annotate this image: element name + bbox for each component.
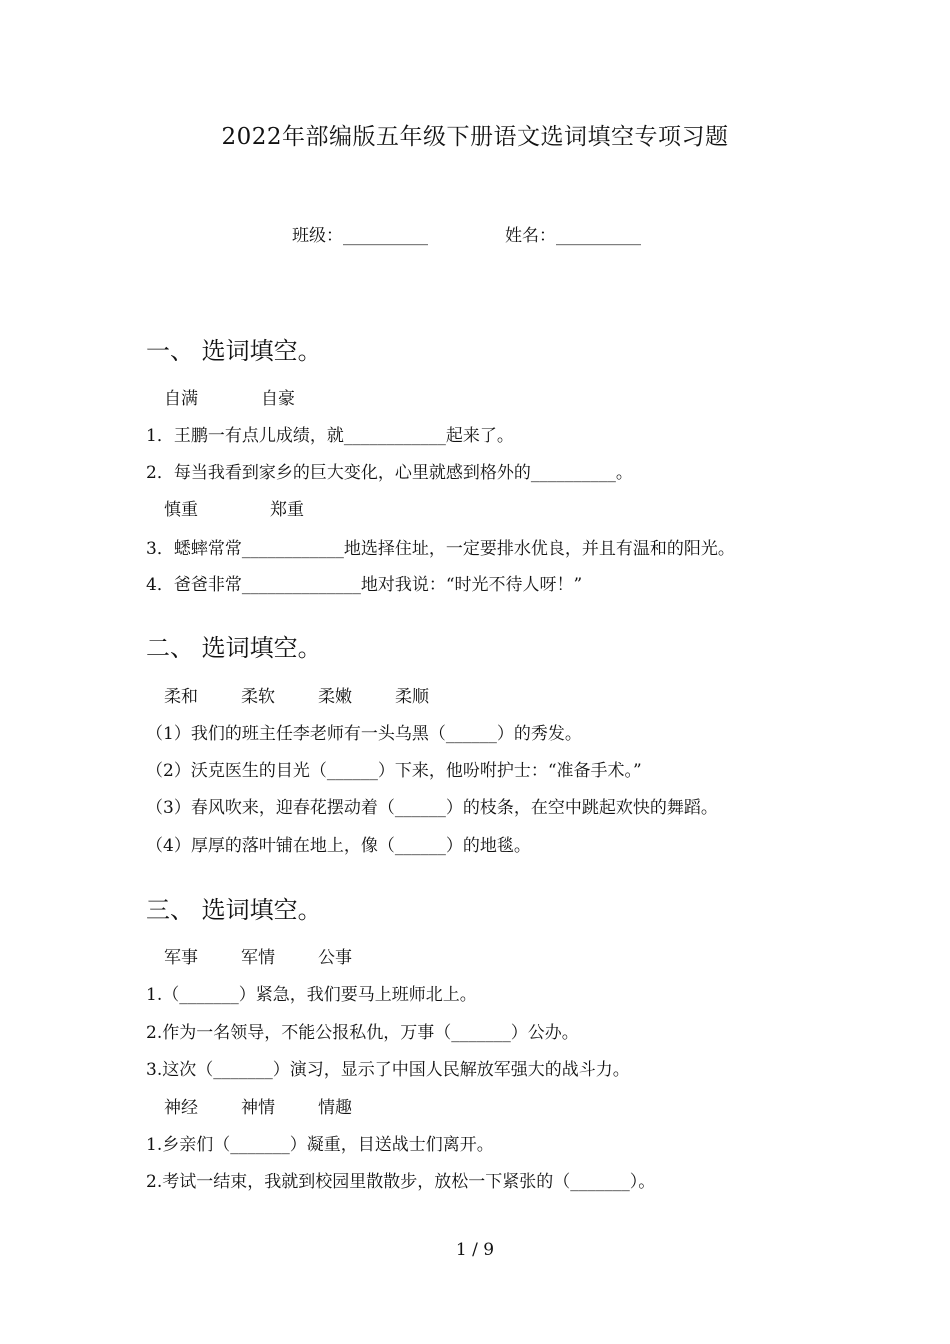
section-1-word-bank-1 <box>164 384 295 409</box>
section-3-heading: 三、 选词填空。 <box>146 896 322 924</box>
question-line: 2.考试一结束，我就到校园里散散步，放松一下紧张的（_______）。 <box>146 1172 656 1192</box>
word-option: 公事 <box>318 948 352 968</box>
question-line: 1．王鹏一有点儿成绩，就____________起来了。 <box>146 426 514 446</box>
word-option: 慎重 <box>164 500 198 520</box>
section-2-heading: 二、 选词填空。 <box>146 634 322 662</box>
name-field: 姓名：__________ <box>505 226 641 246</box>
section-3-word-bank-2 <box>164 1093 352 1118</box>
word-option: 神情 <box>241 1098 275 1118</box>
question-line: 3.这次（_______）演习，显示了中国人民解放军强大的战斗力。 <box>146 1060 630 1080</box>
question-line: （2）沃克医生的目光（______）下来，他吩咐护士：“准备手术。” <box>146 761 642 781</box>
word-option: 柔软 <box>241 687 275 707</box>
word-option: 军事 <box>164 948 198 968</box>
section-2-word-bank <box>164 682 429 707</box>
word-option: 自豪 <box>261 389 295 409</box>
class-field: 班级：__________ <box>292 226 428 246</box>
word-option: 郑重 <box>270 500 304 520</box>
section-1-word-bank-2 <box>164 495 304 520</box>
question-line: （1）我们的班主任李老师有一头乌黑（______）的秀发。 <box>146 724 582 744</box>
word-option: 情趣 <box>318 1098 352 1118</box>
section-1-heading: 一、 选词填空。 <box>146 337 322 365</box>
word-option: 自满 <box>164 389 198 409</box>
page-title: 2022年部编版五年级下册语文选词填空专项习题 <box>221 124 729 150</box>
question-line: 3．蟋蟀常常____________地选择住址，一定要排水优良，并且有温和的阳光。 <box>146 539 735 559</box>
question-line: （4）厚厚的落叶铺在地上，像（______）的地毯。 <box>146 836 531 856</box>
section-3-word-bank-1 <box>164 943 352 968</box>
word-option: 柔嫩 <box>318 687 352 707</box>
question-line: （3）春风吹来，迎春花摆动着（______）的枝条，在空中跳起欢快的舞蹈。 <box>146 798 718 818</box>
question-line: 2.作为一名领导，不能公报私仇，万事（_______）公办。 <box>146 1023 579 1043</box>
word-option: 军情 <box>241 948 275 968</box>
question-line: 4．爸爸非常______________地对我说：“时光不待人呀！” <box>146 575 583 595</box>
word-option: 神经 <box>164 1098 198 1118</box>
question-line: 1.（_______）紧急，我们要马上班师北上。 <box>146 985 477 1005</box>
word-option: 柔和 <box>164 687 198 707</box>
question-line: 1.乡亲们（_______）凝重，目送战士们离开。 <box>146 1135 494 1155</box>
page-number: 1 / 9 <box>455 1240 495 1260</box>
word-option: 柔顺 <box>395 687 429 707</box>
question-line: 2．每当我看到家乡的巨大变化，心里就感到格外的__________。 <box>146 463 633 483</box>
